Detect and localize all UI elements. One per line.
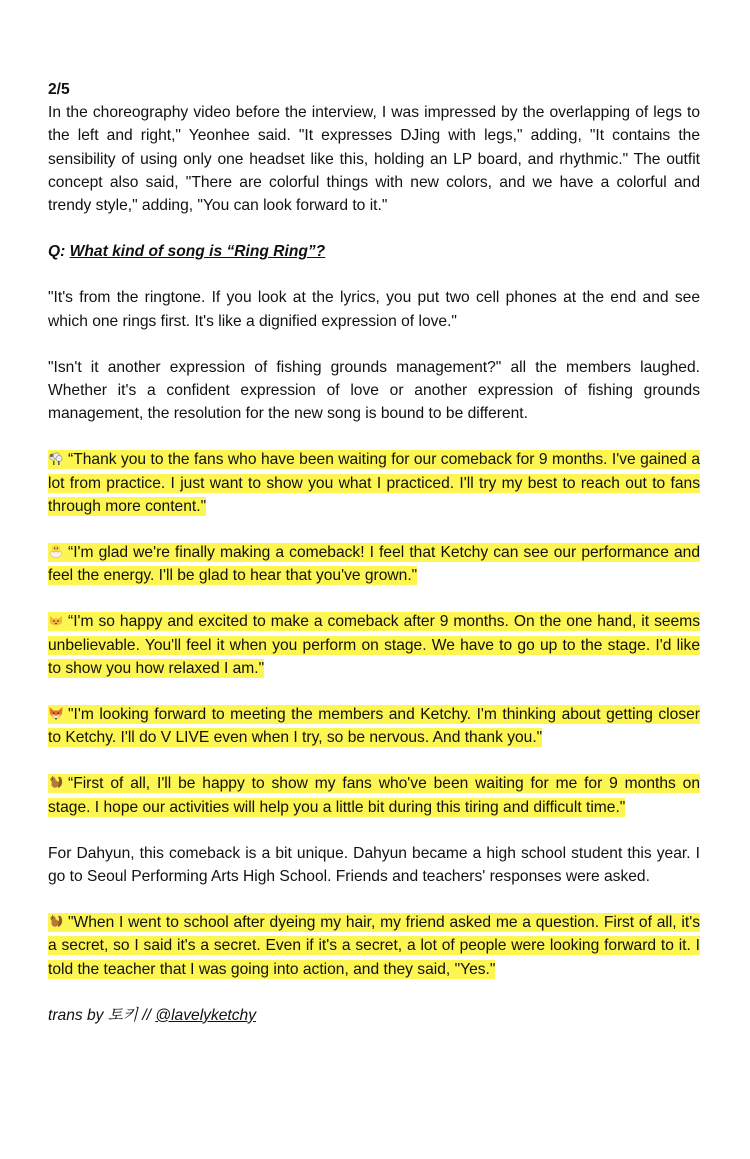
member-quote-2: [48, 541, 700, 587]
final-quote-text: "When I went to school after dyeing my hair, my friend asked me a question. First of all, it's a secret, so I said it's a secret. Even if it's a secret, a lot of people were looking forward to it. I told the teacher that I was going into action, and they said, "Yes.": [48, 914, 700, 978]
question-prefix: Q:: [48, 243, 66, 261]
credit-handle-link[interactable]: @lavelyketchy: [155, 1006, 257, 1024]
member-quote-text: "I'm looking forward to meeting the members and Ketchy. I'm thinking about getting closer to Ketchy. I'll do V LIVE even when I try, so be nervous. And thank you.": [48, 706, 700, 747]
member-quote-text: “I'm so happy and excited to make a comeback after 9 months. On the one hand, it seems unbelievable. You'll feel it when you perform on stage. We have to go up to the stage. I'd like to show you how relaxed I am.": [48, 613, 700, 677]
question-heading: [48, 240, 700, 263]
member-quote-4: [48, 703, 700, 749]
member-quote-3: [48, 610, 700, 680]
answer-paragraph-2: "Isn't it another expression of fishing grounds management?" all the members laughed. Whether it's a confident expression of love or another expression of fishing grounds management, the resolution for the new song is bound to be different.: [48, 358, 700, 423]
member-quote-1: [48, 448, 700, 518]
member-quote-text: “First of all, I'll be happy to show my fans who've been waiting for me for 9 months on stage. I hope our activities will help you a little bit during this tiring and difficult time.": [48, 775, 700, 816]
member-quote-5: [48, 772, 700, 818]
final-quote: [48, 911, 700, 981]
question-text: What kind of song is “Ring Ring”?: [69, 243, 326, 261]
cat-face-emoji-icon: [48, 612, 64, 628]
page-number: 2/5: [48, 81, 70, 98]
squirrel-emoji-icon: [48, 774, 64, 790]
dahyun-paragraph: For Dahyun, this comeback is a bit unique. Dahyun became a high school student this year. I go to Seoul Performing Arts High School. Friends and teachers' responses were asked.: [48, 844, 700, 886]
fox-face-emoji-icon: [48, 705, 64, 721]
member-quote-text: “Thank you to the fans who have been waiting for our comeback for 9 months. I've gained a lot from practice. I just want to show you what I practiced. I'll try my best to reach out to fans through more content.": [48, 451, 700, 515]
answer-paragraph-1: "It's from the ringtone. If you look at the lyrics, you put two cell phones at the end and see which one rings first. It's like a dignified expression of love.": [48, 289, 700, 330]
translator-credit: [48, 1004, 700, 1027]
member-quote-text: “I'm glad we're finally making a comeback! I feel that Ketchy can see our performance and feel the energy. I'll be glad to hear that you've grown.": [48, 544, 700, 585]
sheep-emoji-icon: [48, 450, 64, 466]
hatching-chick-emoji-icon: [48, 543, 64, 559]
intro-paragraph: In the choreography video before the interview, I was impressed by the overlapping of legs to the left and right," Yeonhee said. "It expresses DJing with legs," adding, "It contains the sensibility of using only one headset like this, holding an LP board, and rhythmic." The outfit concept also said, "There are colorful things with new colors, and we have a colorful and trendy style," adding, "You can look forward to it.": [48, 104, 700, 215]
credit-prefix: trans by 토키 //: [48, 1006, 156, 1024]
squirrel-emoji-icon: [48, 913, 64, 929]
